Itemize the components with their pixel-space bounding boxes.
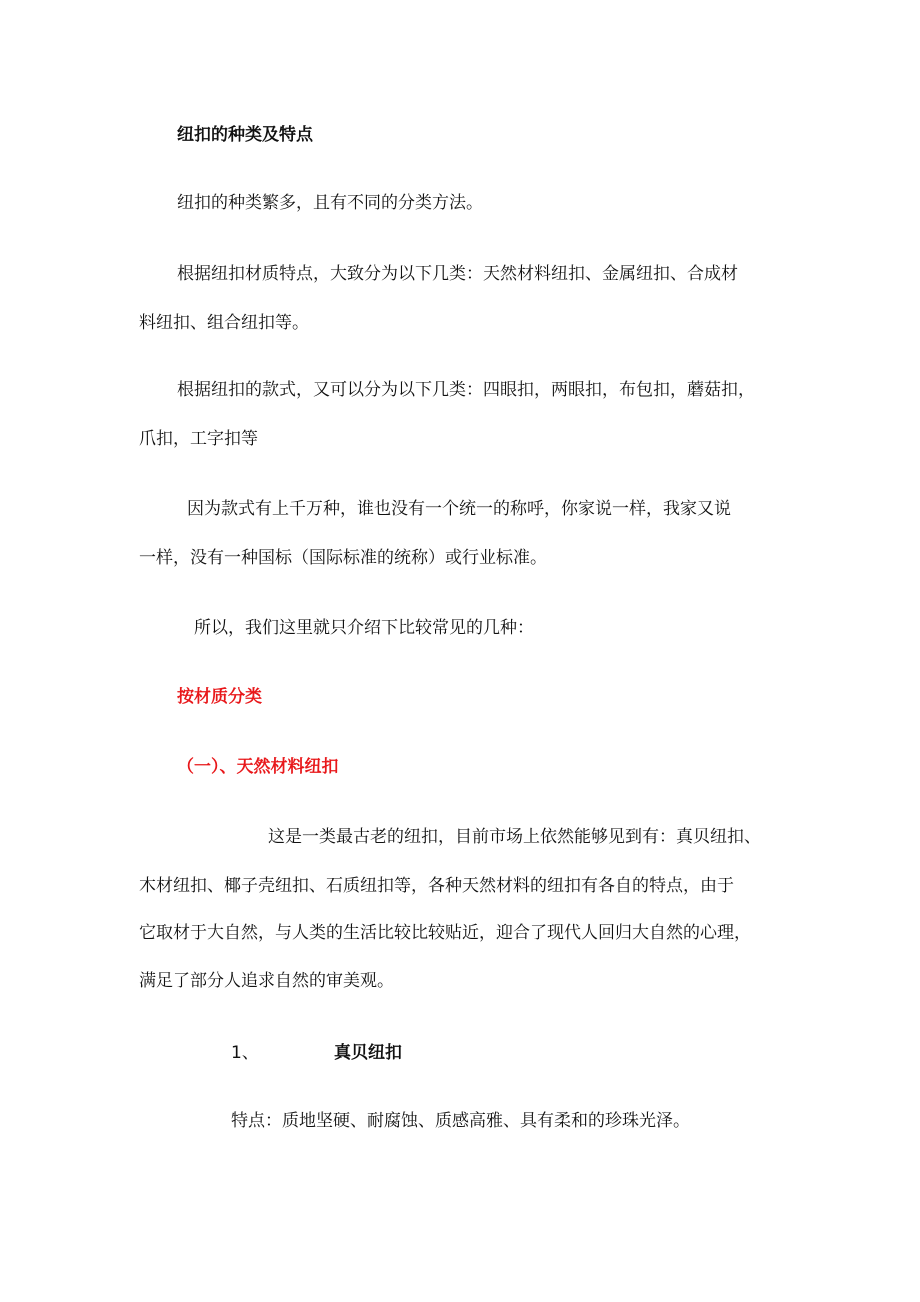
- naming-paragraph-line-2: 一样，没有一种国标（国际标准的统称）或行业标准。: [139, 548, 547, 568]
- natural-paragraph-line-2: 木材纽扣、椰子壳纽扣、石质纽扣等，各种天然材料的纽扣有各自的特点，由于: [139, 876, 734, 896]
- item-1-number: 1、: [231, 1043, 259, 1063]
- intro-paragraph: 纽扣的种类繁多，且有不同的分类方法。: [177, 193, 483, 213]
- document-title: 纽扣的种类及特点: [177, 125, 313, 145]
- item-1-title: 真贝纽扣: [334, 1043, 402, 1063]
- style-paragraph-line-2: 爪扣，工字扣等: [139, 429, 258, 449]
- natural-paragraph-line-4: 满足了部分人追求自然的审美观。: [139, 971, 394, 991]
- section-heading-material: 按材质分类: [177, 687, 262, 707]
- natural-paragraph-line-3: 它取材于大自然，与人类的生活比较比较贴近，迎合了现代人回归大自然的心理，: [139, 923, 751, 943]
- subsection-heading-natural: （一）、天然材料纽扣: [177, 757, 339, 777]
- material-paragraph-line-1: 根据纽扣材质特点，大致分为以下几类：天然材料纽扣、金属纽扣、合成材: [177, 264, 738, 284]
- naming-paragraph-line-1: 因为款式有上千万种，谁也没有一个统一的称呼，你家说一样，我家又说: [187, 499, 731, 519]
- natural-paragraph-line-1: 这是一类最古老的纽扣，目前市场上依然能够见到有：真贝纽扣、: [268, 827, 761, 847]
- style-paragraph-line-1: 根据纽扣的款式，又可以分为以下几类：四眼扣，两眼扣，布包扣，蘑菇扣，: [177, 380, 755, 400]
- item-1-features: 特点：质地坚硬、耐腐蚀、质感高雅、具有柔和的珍珠光泽。: [231, 1111, 690, 1131]
- material-paragraph-line-2: 料纽扣、组合纽扣等。: [139, 313, 309, 333]
- so-paragraph: 所以，我们这里就只介绍下比较常见的几种：: [194, 618, 534, 638]
